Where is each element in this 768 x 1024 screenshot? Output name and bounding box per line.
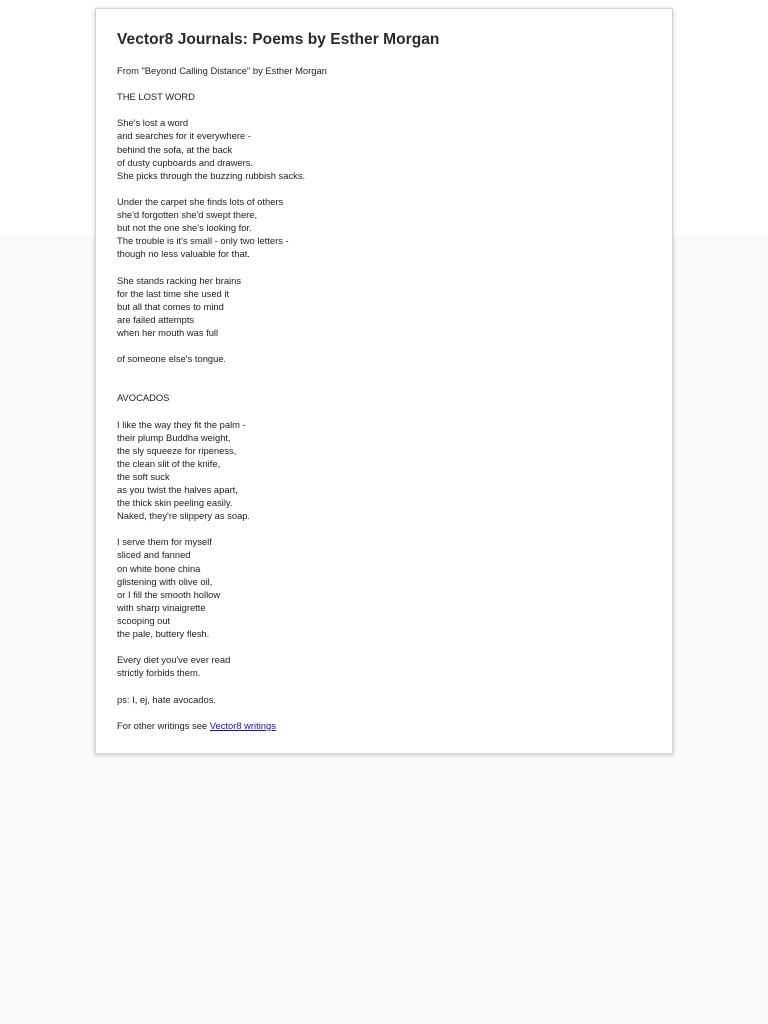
poem-line: of someone else's tongue.: [117, 353, 227, 365]
poem-title-lost-word: THE LOST WORD: [117, 91, 195, 103]
poem-line: ps: I, ej, hate avocados.: [117, 693, 217, 705]
page-title: Vector8 Journals: Poems by Esther Morgan: [117, 31, 440, 48]
spacer: [117, 77, 651, 90]
spacer: [117, 640, 651, 653]
poem-line: strictly forbids them.: [117, 667, 201, 679]
poem-line: behind the sofa, at the back: [117, 143, 233, 155]
poem-line: she'd forgotten she'd swept there,: [117, 209, 258, 221]
document-page: [95, 8, 673, 754]
poem-line: sliced and fanned: [117, 549, 191, 561]
poem-line: and searches for it everywhere -: [117, 130, 251, 142]
poem-line: scooping out: [117, 614, 171, 626]
poem-line: The trouble is it's small - only two letters -: [117, 235, 289, 247]
spacer: [117, 706, 651, 719]
poem-line: on white bone china: [117, 562, 201, 574]
poem-line: She's lost a word: [117, 117, 189, 129]
poem-line: glistening with olive oil,: [117, 575, 213, 587]
spacer: [117, 378, 651, 391]
spacer: [117, 103, 651, 116]
poem-line: though no less valuable for that.: [117, 248, 250, 260]
poem-line: the pale, buttery flesh.: [117, 628, 210, 640]
poem-line: the sly squeeze for ripeness,: [117, 444, 237, 456]
poem-line: She stands racking her brains: [117, 274, 242, 286]
poem-line: the thick skin peeling easily.: [117, 497, 233, 509]
poem-line: or I fill the smooth hollow: [117, 588, 221, 600]
spacer: [117, 260, 651, 273]
poem-line: the clean slit of the knife,: [117, 457, 221, 469]
document-content: [117, 64, 651, 732]
poem-line: Under the carpet she finds lots of others: [117, 195, 284, 207]
poem-line: I like the way they fit the palm -: [117, 418, 246, 430]
poem-line: with sharp vinaigrette: [117, 601, 206, 613]
source-line: From "Beyond Calling Distance" by Esther Morgan: [117, 65, 327, 76]
poem-line: but not the one she's looking for.: [117, 222, 252, 234]
poem-line: Naked, they're slippery as soap.: [117, 510, 251, 522]
poem-line: of dusty cupboards and drawers.: [117, 156, 254, 168]
poem-line: when her mouth was full: [117, 326, 219, 338]
poem-line: but all that comes to mind: [117, 300, 224, 312]
spacer: [117, 182, 651, 195]
poem-title-avocados: AVOCADOS: [117, 392, 170, 404]
poem-line: the soft suck: [117, 470, 170, 482]
poem-line: as you twist the halves apart,: [117, 484, 238, 495]
poem-line: I serve them for myself: [117, 536, 212, 548]
vector8-writings-link[interactable]: Vector8 writings: [209, 719, 276, 731]
spacer: [117, 679, 651, 692]
poem-line: She picks through the buzzing rubbish sacks.: [117, 169, 306, 181]
spacer: [117, 522, 651, 535]
spacer: [117, 339, 651, 352]
footer-prefix: For other writings see: [117, 719, 210, 731]
spacer: [117, 404, 651, 417]
poem-line: Every diet you've ever read: [117, 654, 231, 666]
poem-line: their plump Buddha weight,: [117, 431, 231, 443]
spacer: [117, 365, 651, 378]
footer-line: [117, 719, 651, 732]
poem-line: for the last time she used it: [117, 287, 230, 299]
poem-line: are failed attempts: [117, 313, 195, 325]
